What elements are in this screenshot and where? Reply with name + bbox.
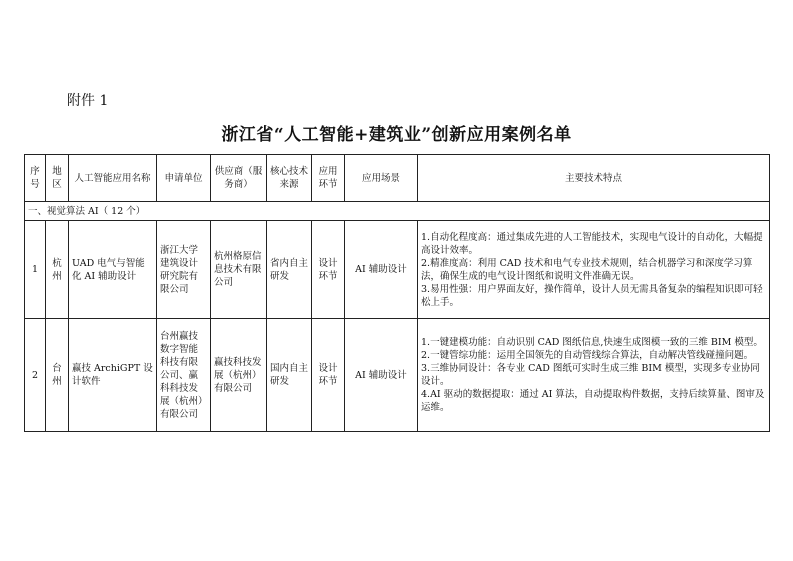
col-header-features: 主要技术特点 bbox=[418, 155, 770, 202]
feature-item: 4.AI 驱动的数据提取：通过 AI 算法，自动提取构件数据，支持后续算量、图审及运维。 bbox=[421, 389, 765, 413]
cell-scene: AI 辅助设计 bbox=[345, 319, 418, 432]
feature-item: 3.三维协同设计：各专业 CAD 图纸可实时生成三维 BIM 模型，实现多专业协同设计。 bbox=[421, 363, 760, 387]
cell-features bbox=[418, 319, 770, 432]
feature-item: 2.一键管综功能：运用全国领先的自动管线综合算法，自动解决管线碰撞问题。 bbox=[421, 350, 754, 361]
col-header-tech-source: 核心技术来源 bbox=[267, 155, 312, 202]
cell-stage: 设计环节 bbox=[312, 319, 345, 432]
cell-tech-source: 国内自主研发 bbox=[267, 319, 312, 432]
attachment-label: 附件 1 bbox=[67, 93, 109, 109]
cell-region: 台州 bbox=[46, 319, 69, 432]
cell-features bbox=[418, 221, 770, 319]
section-title: 一、视觉算法 AI（ 12 个） bbox=[25, 202, 770, 221]
section-row bbox=[25, 202, 770, 221]
col-header-applicant: 申请单位 bbox=[157, 155, 211, 202]
col-header-scene: 应用场景 bbox=[345, 155, 418, 202]
cell-scene: AI 辅助设计 bbox=[345, 221, 418, 319]
case-list-table bbox=[24, 154, 770, 432]
cell-app: UAD 电气与智能化 AI 辅助设计 bbox=[69, 221, 157, 319]
cell-app: 赢技 ArchiGPT 设计软件 bbox=[69, 319, 157, 432]
col-header-supplier: 供应商（服务商） bbox=[211, 155, 267, 202]
cell-no: 1 bbox=[25, 221, 46, 319]
feature-item: 3.易用性强：用户界面友好，操作简单，设计人员无需具备复杂的编程知识即可轻松上手。 bbox=[421, 283, 763, 308]
table-row bbox=[25, 221, 770, 319]
cell-no: 2 bbox=[25, 319, 46, 432]
cell-supplier: 杭州格原信息技术有限公司 bbox=[211, 221, 267, 319]
cell-applicant: 台州赢技数字智能科技有限公司、赢科科技发展（杭州）有限公司 bbox=[157, 319, 211, 432]
col-header-no: 序号 bbox=[25, 155, 46, 202]
feature-item: 2.精准度高：利用 CAD 技术和电气专业技术规则，结合机器学习和深度学习算法，确保生成的电气设计图纸和说明文件准确无误。 bbox=[421, 257, 753, 282]
cell-applicant: 浙江大学建筑设计研究院有限公司 bbox=[157, 221, 211, 319]
feature-item: 1.自动化程度高：通过集成先进的人工智能技术，实现电气设计的自动化，大幅提高设计效率。 bbox=[421, 231, 763, 256]
feature-item: 1.一键建模功能：自动识别 CAD 图纸信息,快速生成图模一致的三维 BIM 模型。 bbox=[421, 337, 763, 348]
cell-supplier: 赢技科技发展（杭州）有限公司 bbox=[211, 319, 267, 432]
document-title: 浙江省“人工智能+建筑业”创新应用案例名单 bbox=[221, 125, 572, 145]
cell-region: 杭州 bbox=[46, 221, 69, 319]
cell-stage: 设计环节 bbox=[312, 221, 345, 319]
cell-tech-source: 省内自主研发 bbox=[267, 221, 312, 319]
table-row bbox=[25, 319, 770, 432]
col-header-region: 地区 bbox=[46, 155, 69, 202]
col-header-app: 人工智能应用名称 bbox=[69, 155, 157, 202]
header-row bbox=[25, 155, 770, 202]
col-header-stage: 应用环节 bbox=[312, 155, 345, 202]
